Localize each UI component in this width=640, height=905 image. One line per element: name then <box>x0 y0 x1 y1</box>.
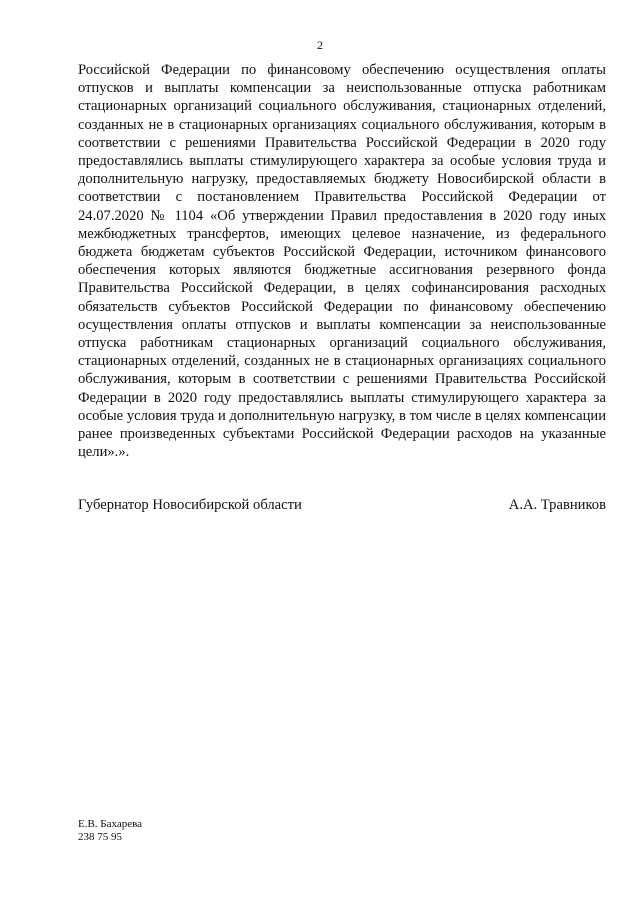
executor-block <box>78 818 142 844</box>
signatory-position: Губернатор Новосибирской области <box>78 497 302 513</box>
body-paragraph: Российской Федерации по финансовому обеспечению осуществления оплаты отпусков и выплаты компенсации за неиспользованные отпуска работникам стационарных организаций социального обслуживания, стационарных отделений, созданных не в стационарных организациях социального обслуживания, которым в соответствии с решениями Правительства Российской Федерации в 2020 году предоставлялись выплаты стимулирующего характера за особые условия труда и дополнительную нагрузку, предоставляемых бюджету Новосибирской области в соответствии с постановлением Правительства Российской Федерации от 24.07.2020 № 1104 «Об утверждении Правил предоставления в 2020 году иных межбюджетных трансфертов, имеющих целевое назначение, из федерального бюджета бюджетам субъектов Российской Федерации, источником финансового обеспечения которых являются бюджетные ассигнования резервного фонда Правительства Российской Федерации, в целях софинансирования расходных обязательств субъектов Российской Федерации по финансовому обеспечению осуществления оплаты отпусков и выплаты компенсации за неиспользованные отпуска работникам стационарных организаций социального обслуживания, стационарных отделений, созданных не в стационарных организациях социального обслуживания, которым в соответствии с решениями Правительства Российской Федерации в 2020 году предоставлялись выплаты стимулирующего характера за особые условия труда и дополнительную нагрузку, в том числе в целях компенсации ранее произведенных субъектами Российской Федерации расходов на указанные цели».». <box>78 62 606 461</box>
executor-name: Е.В. Бахарева <box>78 818 143 830</box>
page-number: 2 <box>317 38 323 52</box>
signatory-name: А.А. Травников <box>508 497 606 513</box>
executor-phone: 238 75 95 <box>78 831 122 843</box>
